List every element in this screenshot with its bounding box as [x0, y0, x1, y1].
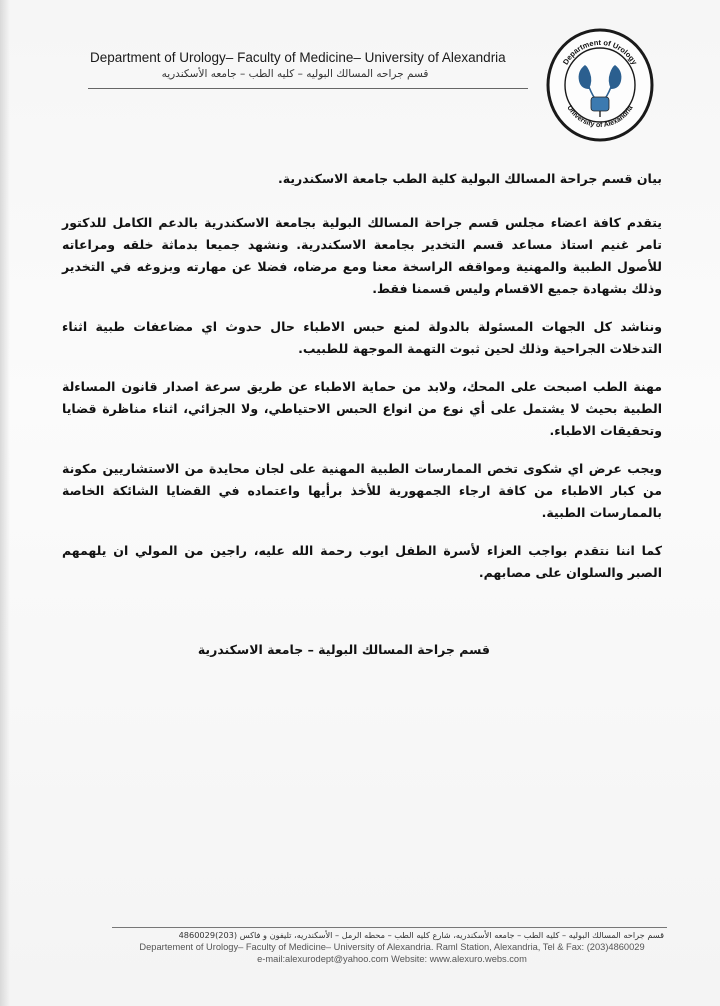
- footer-address-ar: قسم جراحه المسالك البوليه – كليه الطب – جامعه الأسكندريه، شارع كليه الطب – محطه الرمل – الأسكندريه، تليفون و فاكس (203)4860029: [178, 930, 664, 940]
- page-shadow: [0, 0, 10, 1006]
- statement-paragraph-5: كما اننا نتقدم بواجب العزاء لأسرة الطفل ايوب رحمة الله عليه، راجين من المولي ان يلهمهم الصبر والسلوان على مصابهم.: [62, 543, 662, 580]
- logo-text-top: Department of Urology: [560, 37, 640, 67]
- footer-address-en: Departement of Urology– Faculty of Medicine– University of Alexandria. Raml Station, Alexandria, Tel & Fax: (203)4860029: [139, 942, 645, 952]
- header-title-ar: قسم جراحه المسالك البوليه – كليه الطب – جامعه الأسكندريه: [161, 68, 429, 80]
- footer-contact: e-mail:alexurodept@yahoo.com Website: www.alexuro.webs.com: [257, 954, 527, 964]
- department-seal-logo: [545, 25, 655, 143]
- signature-line: قسم جراحة المسالك البولية – جامعة الاسكندرية: [197, 642, 490, 657]
- statement-paragraph-4: ويجب عرض اي شكوى تخص الممارسات الطبية المهنية على لجان محايدة من الاستشاريين مكونة من كبار الاطباء من كافة ارجاء الجمهورية للأخذ برأيها واعتماده في القضايا الشائكة الخاصة بالممارسات الطبية.: [62, 461, 662, 520]
- statement-paragraph-1: يتقدم كافة اعضاء مجلس قسم جراحة المسالك البولية بجامعة الاسكندرية بالدعم الكامل للدكتور تامر غنيم استاذ مساعد قسم التخدير بجامعة الاسكندرية. ونشهد جميعا بدماثة خلقه ومراعاته للأصول الطبية والمهنية ومواقفه الراسخة معنا ومع مرضاه، فضلا عن مهارته وبزوغه في التخدير وذلك بشهادة جميع الاقسام وليس قسمنا فقط.: [62, 215, 662, 296]
- header-divider: [88, 88, 528, 89]
- footer-divider: [112, 927, 667, 928]
- statement-heading: بيان قسم جراحة المسالك البولية كلية الطب جامعة الاسكندرية.: [278, 171, 662, 186]
- statement-paragraph-3: مهنة الطب اصبحت على المحك، ولابد من حماية الاطباء عن طريق سرعة اصدار قانون المساءلة الطبية بحيث لا يشتمل على أي نوع من انواع الحبس الاحتياطي، ولا الجزائي، اثناء مناظرة قضايا وتحقيقات الاطباء.: [62, 379, 662, 438]
- statement-body: [62, 168, 662, 600]
- header-title-en: Department of Urology– Faculty of Medicine– University of Alexandria: [90, 50, 506, 65]
- logo-text-bottom: University of Alexandria: [565, 104, 635, 130]
- statement-paragraph-2: ونناشد كل الجهات المسئولة بالدولة لمنع حبس الاطباء حال حدوث اي مضاعفات طبية اثناء التدخلات الجراحية وذلك لحين ثبوت التهمة الموجهة للطبيب.: [62, 319, 662, 356]
